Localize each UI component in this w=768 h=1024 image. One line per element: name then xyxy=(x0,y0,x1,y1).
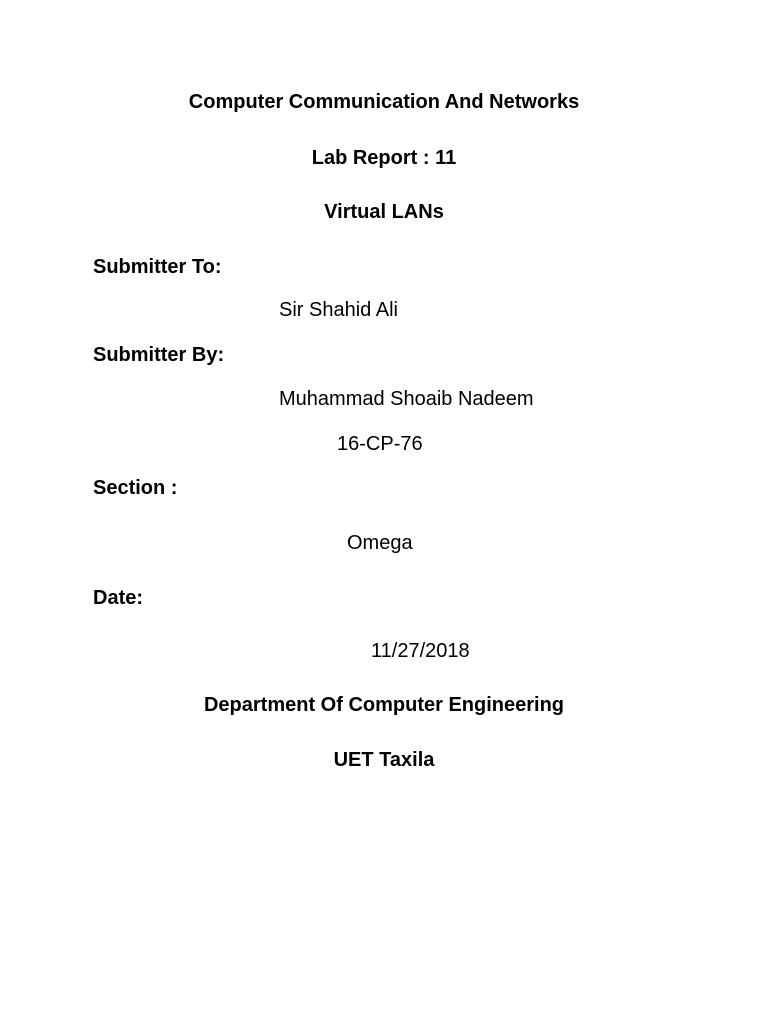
section-value: Omega xyxy=(347,532,413,554)
date-label: Date: xyxy=(93,587,144,609)
submitted-by-label: Submitter By: xyxy=(93,344,225,366)
report-topic: Virtual LANs xyxy=(324,201,444,223)
university-name: UET Taxila xyxy=(333,749,435,771)
submitted-by-name: Muhammad Shoaib Nadeem xyxy=(279,388,534,410)
date-value: 11/27/2018 xyxy=(371,640,470,662)
section-label: Section : xyxy=(93,477,178,499)
department-name: Department Of Computer Engineering xyxy=(203,694,565,716)
report-number: Lab Report : 11 xyxy=(311,147,457,169)
roll-number: 16-CP-76 xyxy=(337,433,423,455)
course-title: Computer Communication And Networks xyxy=(188,91,580,113)
submitted-to-name: Sir Shahid Ali xyxy=(279,299,398,321)
submitted-to-label: Submitter To: xyxy=(93,256,222,278)
